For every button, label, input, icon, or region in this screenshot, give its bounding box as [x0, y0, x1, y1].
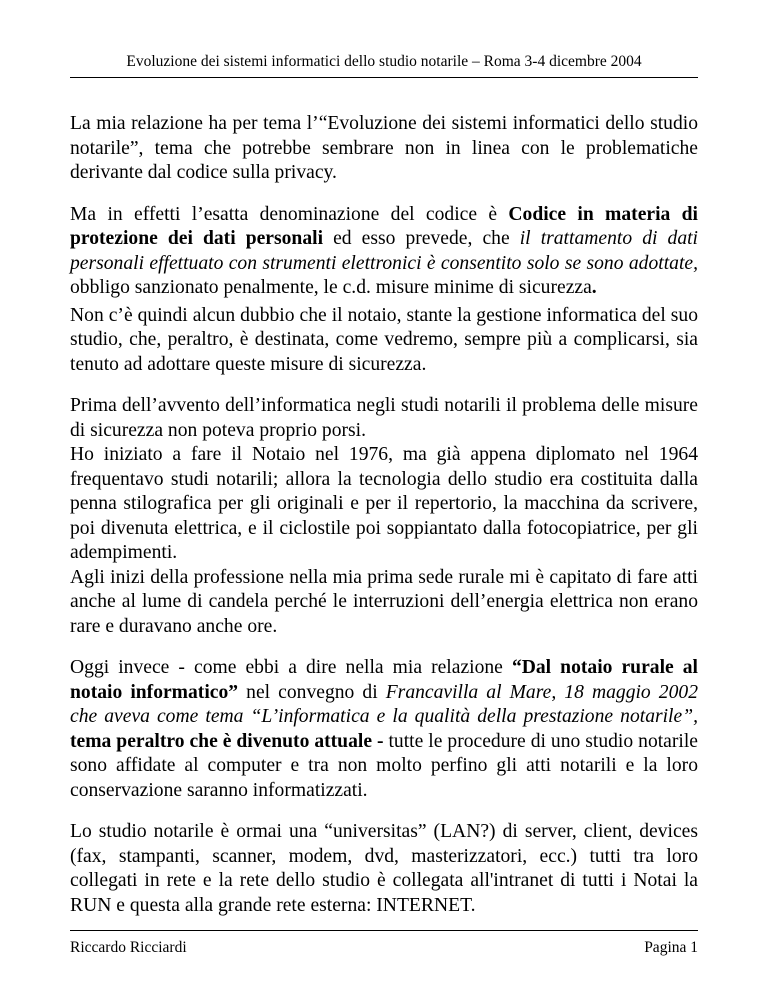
paragraph-7-text-1: Oggi invece - come ebbi a dire nella mia relazione [70, 657, 512, 678]
paragraph-7-italic-1: Francavilla al Mare, 18 maggio 2002 che aveva come tema “L’informatica e la qualità della prestazione notarile”, [70, 681, 698, 727]
paragraph-2-text-2: ed esso prevede, che [323, 228, 520, 249]
paragraph-7-bold-2: tema peraltro che è divenuto attuale - [70, 730, 384, 752]
paragraph-2-bold-2: . [591, 277, 597, 298]
header-divider [70, 77, 698, 78]
paragraph-2-italic-1: il trattamento di dati personali effettuato con strumenti elettronici è consentito solo se sono adottate, [70, 228, 699, 274]
paragraph-8: Lo studio notarile è ormai una “universitas” (LAN?) di server, client, devices (fax, stampanti, scanner, modem, dvd, masterizzatori, ecc.) tutti tra loro collegati in rete e la rete dello studio è collegata all'intranet di tutti i Notai la RUN e questa alla grande rete esterna: INTERNET. [70, 821, 698, 916]
paragraph-6: Agli inizi della professione nella mia prima sede rurale mi è capitato di fare atti anche al lume di candela perché le interruzioni dell’energia elettrica non erano rare e duravano anche ore. [70, 566, 698, 637]
paragraph-7 [70, 656, 698, 803]
paragraph-2 [70, 203, 698, 301]
paragraph-5: Ho iniziato a fare il Notaio nel 1976, ma già appena diplomato nel 1964 frequentavo studi notarili; allora la tecnologia dello studio era costituita dalla penna stilografica per gli originali e per il repertorio, la macchina da scrivere, poi divenuta elettrica, e il ciclostile poi soppiantato dalla fotocopiatrice, per gli adempimenti. [70, 444, 698, 563]
page-header: Evoluzione dei sistemi informatici dello studio notarile – Roma 3-4 dicembre 2004 [126, 53, 642, 70]
page-number: Pagina 1 [644, 939, 698, 956]
document-body [70, 112, 698, 918]
paragraph-1: La mia relazione ha per tema l’“Evoluzione dei sistemi informatici dello studio notarile”, tema che potrebbe sembrare non in linea con le problematiche derivante dal codice sulla privacy. [70, 113, 698, 183]
paragraph-2-text-3: obbligo sanzionato penalmente, le c.d. misure minime di sicurezza [70, 277, 592, 298]
paragraph-7-text-4: tutte le procedure di uno studio notarile sono affidate al computer e tra non molto perfino gli atti notarili e la loro conservazione saranno informatizzati. [70, 730, 698, 801]
paragraph-2-text-1: Ma in effetti l’esatta denominazione del codice è [70, 203, 509, 225]
paragraph-7-text-2: nel convegno di [238, 681, 386, 703]
paragraph-2-bold-1: Codice in materia di protezione dei dati personali [70, 203, 698, 249]
footer-author: Riccardo Ricciardi [70, 939, 187, 956]
footer-divider [70, 930, 698, 931]
paragraph-4: Prima dell’avvento dell’informatica negli studi notarili il problema delle misure di sicurezza non poteva proprio porsi. [70, 395, 698, 441]
paragraph-3: Non c’è quindi alcun dubbio che il notaio, stante la gestione informatica del suo studio, che, peraltro, è destinata, come vedremo, sempre più a complicarsi, sia tenuto ad adottare queste misure di sicurezza. [70, 304, 698, 375]
paragraph-7-bold-1: “Dal notaio rurale al notaio informatico” [70, 657, 699, 703]
